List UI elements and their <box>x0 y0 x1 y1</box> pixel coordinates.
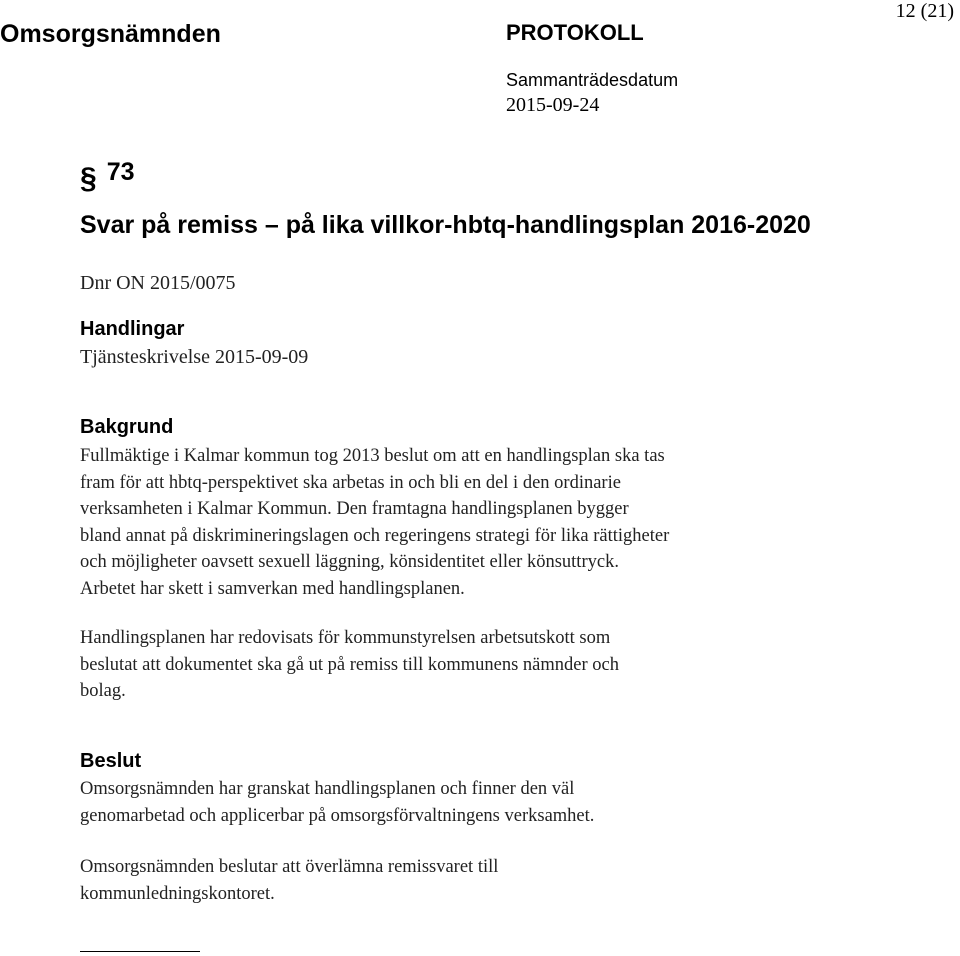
meeting-date-label: Sammanträdesdatum <box>506 70 679 90</box>
case-number: Dnr ON 2015/0075 <box>80 272 236 294</box>
text-line: beslutat att dokumentet ska gå ut på remiss till kommunens nämnder och <box>80 654 619 675</box>
bakgrund-heading: Bakgrund <box>80 416 174 438</box>
text-line: fram för att hbtq-perspektivet ska arbetas in och bli en del i den ordinarie <box>80 472 621 493</box>
section-mark: § <box>80 162 97 195</box>
bakgrund-paragraph-2 <box>80 625 870 705</box>
text-line: Omsorgsnämnden har granskat handlingsplanen och finner den väl <box>80 779 575 799</box>
text-line: Omsorgsnämnden beslutar att överlämna remissvaret till <box>80 857 499 877</box>
meeting-date: 2015-09-24 <box>506 94 600 116</box>
handlingar-heading: Handlingar <box>80 318 185 340</box>
document-type: PROTOKOLL <box>506 20 644 45</box>
text-line: Handlingsplanen har redovisats för kommunstyrelsen arbetsutskott som <box>80 628 611 648</box>
text-line: Fullmäktige i Kalmar kommun tog 2013 beslut om att en handlingsplan ska tas <box>80 446 665 466</box>
beslut-paragraph-2 <box>80 854 870 907</box>
text-line: bolag. <box>80 681 126 701</box>
paragraph-number <box>80 154 135 195</box>
organization-name: Omsorgsnämnden <box>0 20 221 48</box>
text-line: genomarbetad och applicerbar på omsorgsförvaltningens verksamhet. <box>80 805 595 826</box>
bakgrund-paragraph-1 <box>80 443 870 602</box>
text-line: kommunledningskontoret. <box>80 883 275 904</box>
paragraph-title: Svar på remiss – på lika villkor-hbtq-handlingsplan 2016-2020 <box>80 211 811 239</box>
paragraph-number-value: 73 <box>106 158 135 186</box>
text-line: och möjligheter oavsett sexuell läggning, könsidentitet eller könsuttryck. <box>80 552 619 572</box>
text-line: bland annat på diskrimineringslagen och regeringens strategi för lika rättigheter <box>80 525 670 546</box>
footnote-rule <box>80 951 200 952</box>
page-number: 12 (21) <box>895 0 954 22</box>
beslut-paragraph-1 <box>80 776 870 829</box>
beslut-heading: Beslut <box>80 750 142 772</box>
text-line: Arbetet har skett i samverkan med handlingsplanen. <box>80 578 465 599</box>
handling-document: Tjänsteskrivelse 2015-09-09 <box>80 346 309 368</box>
text-line: verksamheten i Kalmar Kommun. Den framtagna handlingsplanen bygger <box>80 499 629 519</box>
